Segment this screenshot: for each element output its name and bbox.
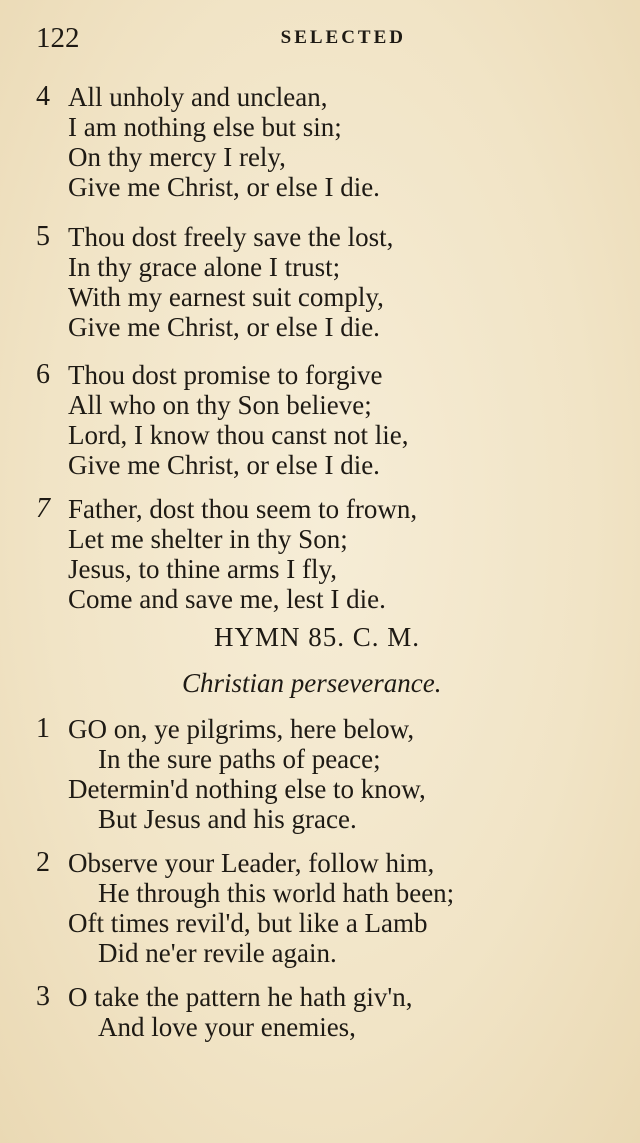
verse-line: Jesus, to thine arms I fly, — [68, 554, 337, 584]
verse-line: With my earnest suit comply, — [68, 282, 384, 312]
verse-line: Determin'd nothing else to know, — [68, 774, 426, 804]
hymn-title: HYMN 85. C. M. — [214, 622, 421, 652]
verse-line: Come and save me, lest I die. — [68, 584, 386, 614]
verse-line: Let me shelter in thy Son; — [68, 524, 348, 554]
verse-line: Oft times revil'd, but like a Lamb — [68, 908, 428, 938]
verse-line: Thou dost freely save the lost, — [68, 222, 394, 252]
running-head: SELECTED — [280, 27, 406, 48]
stanza-number: 4 — [36, 81, 50, 112]
verse-line: GO on, ye pilgrims, here below, — [68, 714, 415, 744]
verse-line: Give me Christ, or else I die. — [68, 450, 380, 480]
verse-line: He through this world hath been; — [98, 878, 455, 908]
page-header — [36, 18, 406, 58]
verse-line: I am nothing else but sin; — [68, 112, 342, 142]
stanza-number: 2 — [36, 847, 50, 878]
verse-line: Thou dost promise to forgive — [68, 360, 383, 390]
hymn-subtitle: Christian perseverance. — [182, 668, 442, 698]
verse-line: Give me Christ, or else I die. — [68, 172, 380, 202]
stanza-number: 6 — [36, 359, 50, 390]
verse-line: In the sure paths of peace; — [98, 744, 381, 774]
verse-line: All unholy and unclean, — [68, 82, 328, 112]
page-number: 122 — [36, 22, 80, 54]
verse-line: On thy mercy I rely, — [68, 142, 286, 172]
verse-line: Father, dost thou seem to frown, — [68, 494, 418, 524]
stanza-number: 3 — [36, 981, 50, 1012]
verse-line: Observe your Leader, follow him, — [68, 848, 435, 878]
verse-line: All who on thy Son believe; — [68, 390, 372, 420]
stanza-number: 5 — [36, 221, 50, 252]
stanza-number: 7 — [36, 493, 50, 524]
verse-line: Give me Christ, or else I die. — [68, 312, 380, 342]
verse-line: And love your enemies, — [98, 1012, 356, 1042]
verse-line: O take the pattern he hath giv'n, — [68, 982, 413, 1012]
verse-line: Lord, I know thou canst not lie, — [68, 420, 409, 450]
verse-line: In thy grace alone I trust; — [68, 252, 341, 282]
verse-line: But Jesus and his grace. — [98, 804, 357, 834]
stanza-number: 1 — [36, 713, 50, 744]
verse-line: Did ne'er revile again. — [98, 938, 337, 968]
